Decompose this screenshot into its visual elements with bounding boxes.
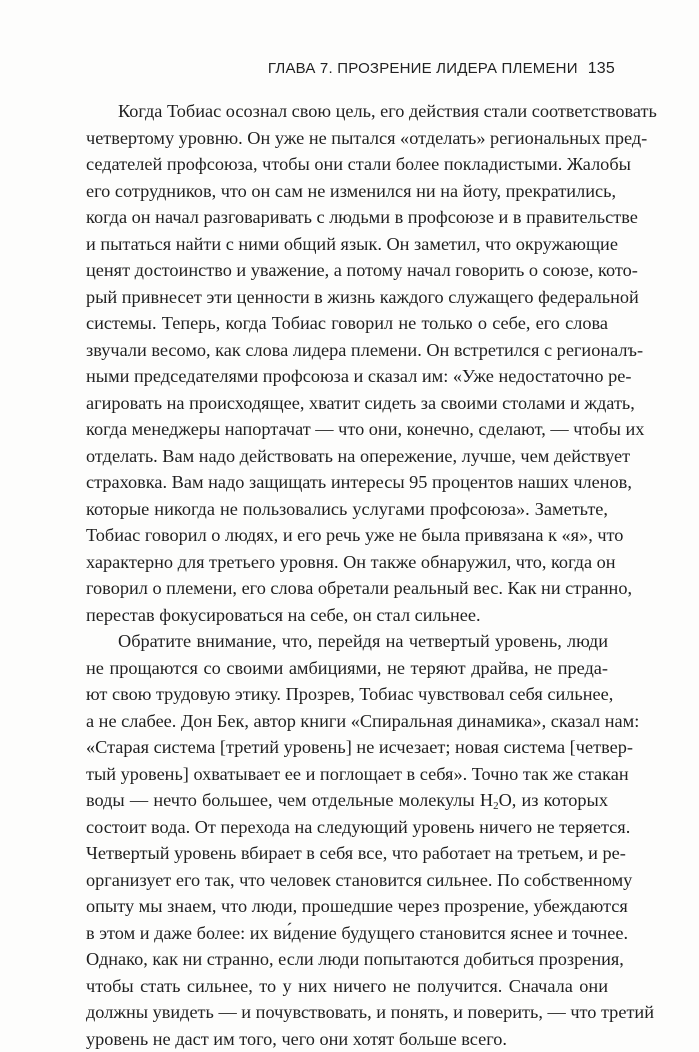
text-line: седателей профсоюза, чтобы они стали более покладистыми. Жалобы [86, 151, 608, 178]
text-line: звучали весомо, как слова лидера племени. Он встретился с регионалъ- [86, 337, 608, 364]
text-line: организует его так, что человек становится сильнее. По собственному [86, 867, 608, 894]
text-line: и пытаться найти с ними общий язык. Он заметил, что окружающие [86, 231, 608, 258]
text-line: чтобы стать сильнее, то у них ничего не получится. Сначала они [86, 973, 608, 1000]
text-line: Тобиас говорил о людях, и его речь уже не была привязана к «я», что [86, 522, 608, 549]
text-line: опыту мы знаем, что люди, прошедшие через прозрение, убеждаются [86, 893, 608, 920]
text-line: состоит вода. От перехода на следующий уровень ничего не теряется. [86, 814, 608, 841]
text-line: Обратите внимание, что, перейдя на четвертый уровень, люди [86, 628, 608, 655]
text-line: уровень не даст им того, чего они хотят больше всего. [86, 1026, 608, 1052]
page-number: 135 [588, 60, 615, 78]
text-line: должны увидеть — и почувствовать, и понять, и поверить, — что третий [86, 999, 608, 1026]
text-line: ными председателями профсоюза и сказал им: «Уже недостаточно ре- [86, 363, 608, 390]
text-line: когда он начал разговаривать с людьми в профсоюзе и в правительстве [86, 204, 608, 231]
text-line: характерно для третьего уровня. Он также обнаружил, что, когда он [86, 549, 608, 576]
text-line: рый привнесет эти ценности в жизнь каждого служащего федеральной [86, 284, 608, 311]
text-line: не прощаются со своими амбициями, не теряют драйва, не преда- [86, 655, 608, 682]
text-line: в этом и даже более: их ви́дение будущего становится яснее и точнее. [86, 920, 608, 947]
text-line: его сотрудников, что он сам не изменился ни на йоту, прекратились, [86, 178, 608, 205]
text-line: ценят достоинство и уважение, а потому начал говорить о союзе, кото- [86, 257, 608, 284]
text-line: когда менеджеры напортачат — что они, конечно, сделают, — чтобы их [86, 416, 608, 443]
text-line: перестав фокусироваться на себе, он стал сильнее. [86, 602, 608, 629]
running-header [268, 60, 615, 78]
text-line: Когда Тобиас осознал свою цель, его действия стали соответствовать [86, 98, 608, 125]
text-line: «Старая система [третий уровень] не исчезает; новая система [четвер- [86, 734, 608, 761]
text-line-with-formula [86, 787, 608, 814]
text-line: страховка. Вам надо защищать интересы 95 процентов наших членов, [86, 469, 608, 496]
text-line: тый уровень] охватывает ее и поглощает в себя». Точно так же стакан [86, 761, 608, 788]
text-fragment: воды — нечто большее, чем отдельные молекулы H [86, 790, 493, 810]
text-fragment: O, из которых [499, 790, 608, 810]
text-line: системы. Теперь, когда Тобиас говорил не только о себе, его слова [86, 310, 608, 337]
text-line: отделать. Вам надо действовать на опережение, лучше, чем действует [86, 443, 608, 470]
text-line: Однако, как ни странно, если люди попытаются добиться прозрения, [86, 946, 608, 973]
text-line: агировать на происходящее, хватит сидеть за своими столами и ждать, [86, 390, 608, 417]
text-line: четвертому уровню. Он уже не пытался «отделать» региональных пред- [86, 125, 608, 152]
text-line: а не слабее. Дон Бек, автор книги «Спиральная динамика», сказал нам: [86, 708, 608, 735]
subscript: 2 [493, 800, 499, 812]
chapter-title: ГЛАВА 7. ПРОЗРЕНИЕ ЛИДЕРА ПЛЕМЕНИ [268, 60, 578, 77]
text-line: Четвертый уровень вбирает в себя все, что работает на третьем, и ре- [86, 840, 608, 867]
text-line: говорил о племени, его слова обретали реальный вес. Как ни странно, [86, 575, 608, 602]
body-text [86, 98, 608, 1052]
text-line: ют свою трудовую этику. Прозрев, Тобиас чувствовал себя сильнее, [86, 681, 608, 708]
text-line: которые никогда не пользовались услугами профсоюза». Заметьте, [86, 496, 608, 523]
